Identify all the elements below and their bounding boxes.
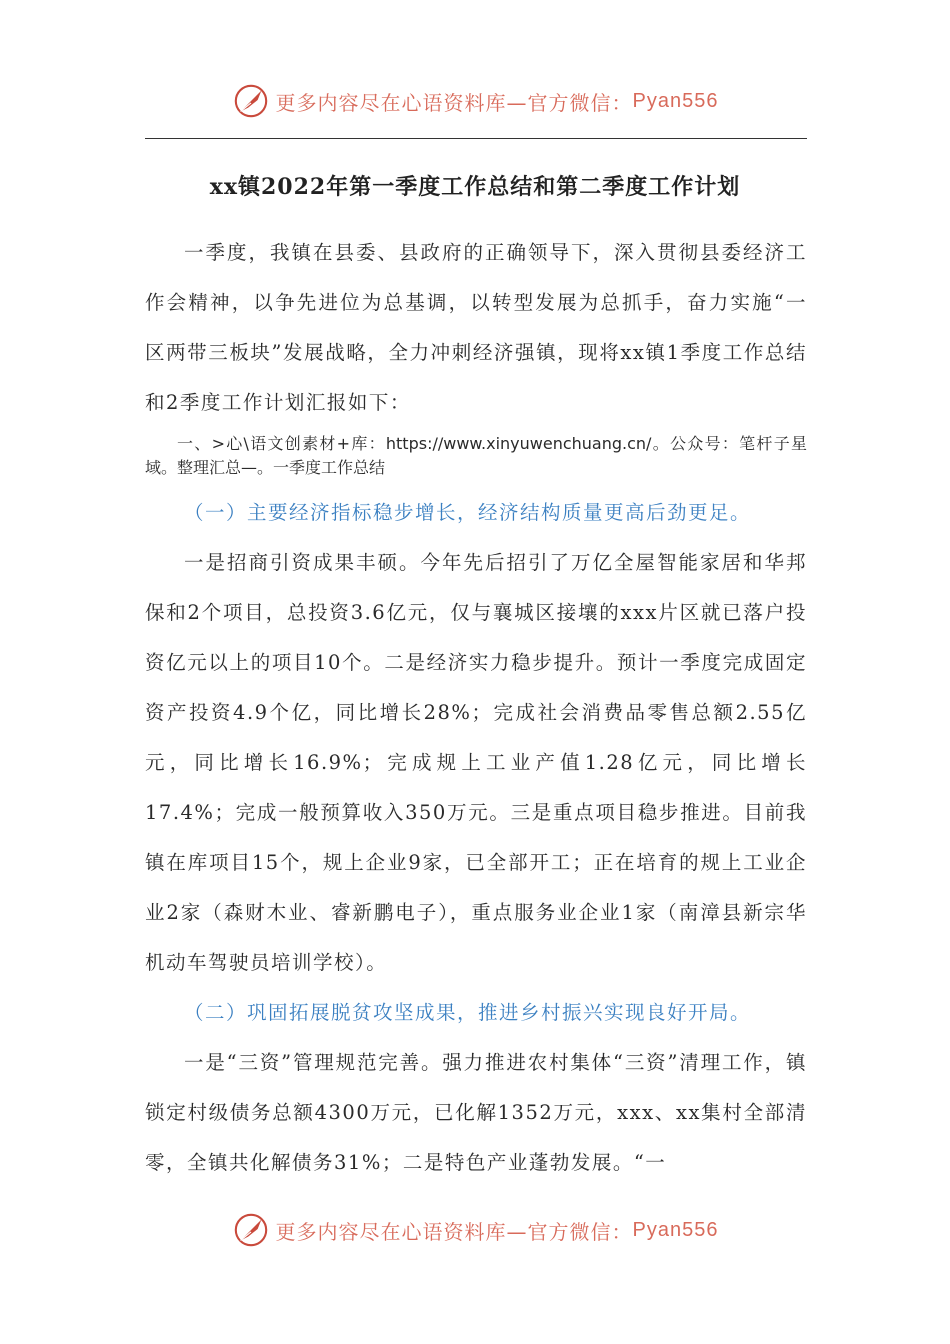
- banner-text: 更多内容尽在心语资料库—官方微信：: [275, 1219, 633, 1244]
- document-title: xx镇2022年第一季度工作总结和第二季度工作计划: [209, 174, 741, 200]
- section-heading-summary: 一、>心\语文创素材+库：https://www.xinyuwenchuang.cn/。公众号：笔杆子星域。整理汇总—。一季度工作总结: [145, 434, 807, 477]
- banner-handle: Pyan556: [632, 89, 719, 112]
- banner-handle: Pyan556: [632, 1218, 719, 1241]
- subheading-rural: （二）巩固拓展脱贫攻坚成果，推进乡村振兴实现良好开局。: [184, 1001, 752, 1024]
- quill-logo-icon: [232, 82, 270, 120]
- quill-logo-icon: [232, 1211, 270, 1249]
- document-body: [145, 228, 807, 1188]
- footer-watermark-banner: [0, 1211, 950, 1249]
- economy-paragraph: 一是招商引资成果丰硕。今年先后招引了万亿全屋智能家居和华邦保和2个项目，总投资3.6亿元，仅与襄城区接壤的xxx片区就已落户投资亿元以上的项目10个。二是经济实力稳步提升。预计一季度完成固定资产投资4.9个亿，同比增长28%；完成社会消费品零售总额2.55亿元，同比增长16.9%；完成规上工业产值1.28亿元，同比增长17.4%；完成一般预算收入350万元。三是重点项目稳步推进。目前我镇在库项目15个，规上企业9家，已全部开工；正在培育的规上工业企业2家（森财木业、睿新鹏电子），重点服务业企业1家（南漳县新宗华机动车驾驶员培训学校）。: [145, 551, 807, 974]
- banner-text: 更多内容尽在心语资料库—官方微信：: [275, 90, 633, 115]
- header-divider: [145, 138, 807, 139]
- header-watermark-banner: [0, 82, 950, 120]
- subheading-economy: （一）主要经济指标稳步增长，经济结构质量更高后劲更足。: [184, 501, 752, 524]
- rural-paragraph: 一是“三资”管理规范完善。强力推进农村集体“三资”清理工作，镇锁定村级债务总额4300万元，已化解1352万元，xxx、xx集村全部清零，全镇共化解债务31%；二是特色产业蓬勃发展。“一: [145, 1051, 807, 1174]
- intro-paragraph: 一季度，我镇在县委、县政府的正确领导下，深入贯彻县委经济工作会精神，以争先进位为总基调，以转型发展为总抓手，奋力实施“一区两带三板块”发展战略，全力冲刺经济强镇，现将xx镇1季度工作总结和2季度工作计划汇报如下：: [145, 241, 807, 414]
